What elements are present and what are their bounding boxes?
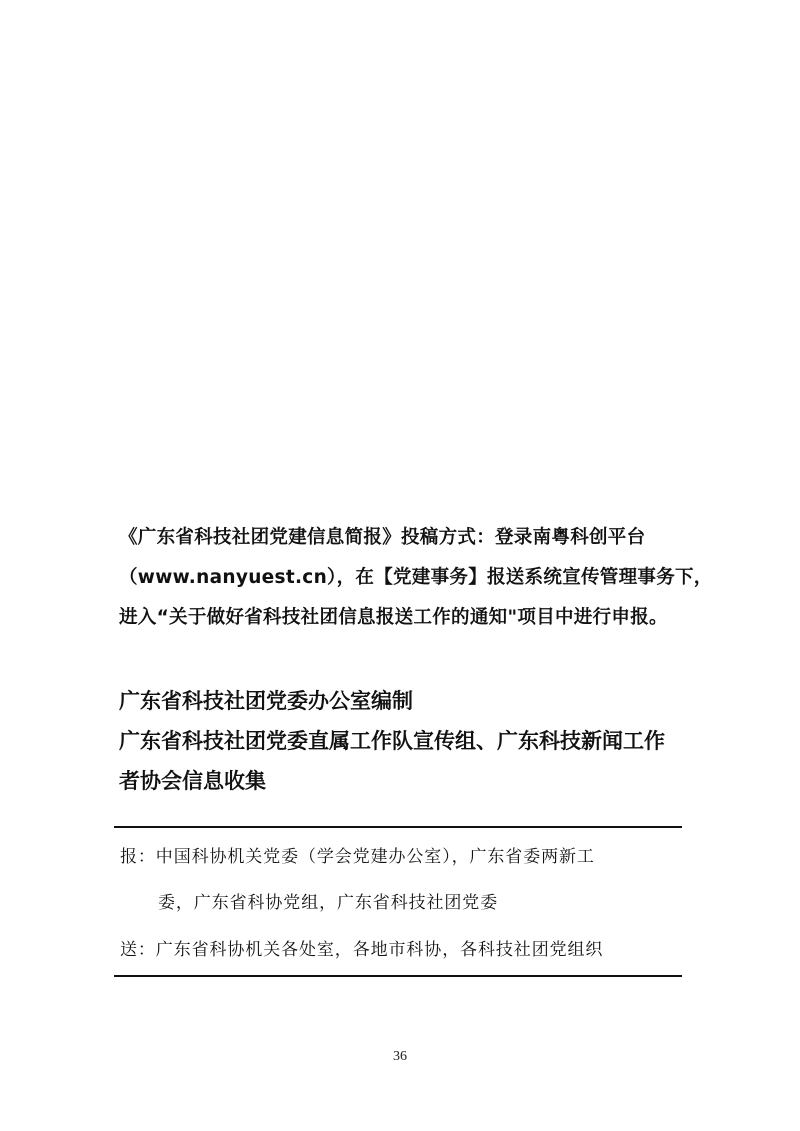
compiler-line-1: 广东省科技社团党委办公室编制 [119,689,413,713]
report-to-line-1: 报：中国科协机关党委（学会党建办公室），广东省委两新工 [120,847,595,867]
distribution-block [114,826,682,976]
submission-line-3: 进入“关于做好省科技社团信息报送工作的通知"项目中进行申报。 [119,607,668,628]
submission-instructions [119,518,713,638]
bottom-divider [114,975,682,977]
submission-line-1: 《广东省科技社团党建信息简报》投稿方式：登录南粤科创平台 [119,527,646,548]
top-divider [114,826,682,828]
compiler-info [119,681,689,801]
page-number: 36 [393,1049,407,1064]
compiler-line-2: 广东省科技社团党委直属工作队宣传组、广东科技新闻工作 [119,729,665,753]
submission-line-2: （www.nanyuest.cn），在【党建事务】报送系统宣传管理事务下， [119,567,713,588]
compiler-line-3: 者协会信息收集 [119,769,266,793]
report-to-line-2: 委，广东省科协党组，广东省科技社团党委 [158,893,499,913]
send-to-line: 送：广东省科协机关各处室，各地市科协，各科技社团党组织 [120,940,604,960]
